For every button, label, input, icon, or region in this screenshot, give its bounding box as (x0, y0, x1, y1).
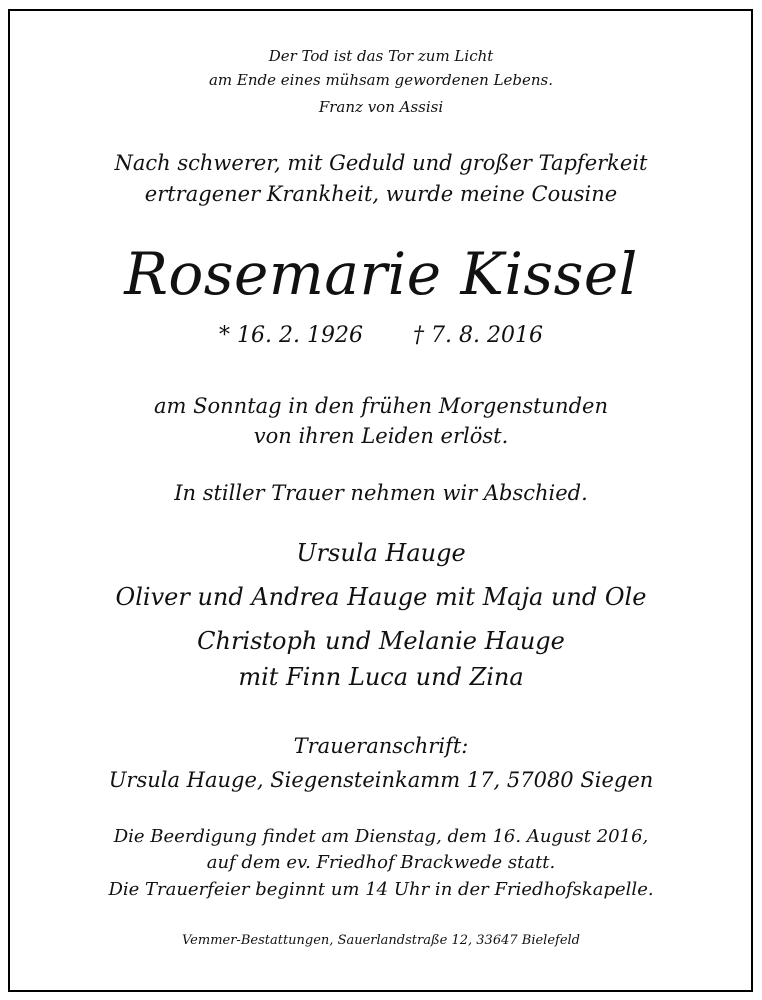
deceased-name: Rosemarie Kissel (124, 240, 638, 308)
passing-line-1: am Sonntag in den frühen Morgenstunden (154, 394, 608, 418)
intro-line-1: Nach schwerer, mit Geduld und großer Tapferkeit (114, 151, 648, 175)
birth-date: * 16. 2. 1926 (219, 323, 363, 348)
quote-line-2: am Ende eines mühsam gewordenen Lebens. (208, 71, 554, 89)
address-label: Traueranschrift: (293, 734, 469, 758)
death-date: † 7. 8. 2016 (413, 323, 543, 348)
life-dates (0, 323, 762, 348)
quote-author: Franz von Assisi (318, 98, 444, 116)
funeral-line-1: Die Beerdigung findet am Dienstag, dem 16. August 2016, (113, 826, 649, 847)
funeral-line-3: Die Trauerfeier beginnt um 14 Uhr in der Friedhofskapelle. (108, 879, 654, 900)
quote-line-1: Der Tod ist das Tor zum Licht (268, 47, 494, 65)
farewell-text: In stiller Trauer nehmen wir Abschied. (174, 481, 588, 505)
passing-line-2: von ihren Leiden erlöst. (253, 424, 509, 448)
intro-line-2: ertragener Krankheit, wurde meine Cousine (144, 182, 618, 206)
mourner-line: Christoph und Melanie Hauge (197, 627, 565, 655)
mourner-line: Oliver und Andrea Hauge mit Maja und Ole (115, 583, 647, 611)
undertaker-footer: Vemmer-Bestattungen, Sauerlandstraße 12, 33647 Bielefeld (181, 933, 581, 948)
funeral-line-2: auf dem ev. Friedhof Brackwede statt. (206, 852, 556, 873)
address-value: Ursula Hauge, Siegensteinkamm 17, 57080 Siegen (108, 768, 654, 792)
mourner-line: Ursula Hauge (296, 539, 466, 567)
mourner-line: mit Finn Luca und Zina (238, 663, 524, 691)
